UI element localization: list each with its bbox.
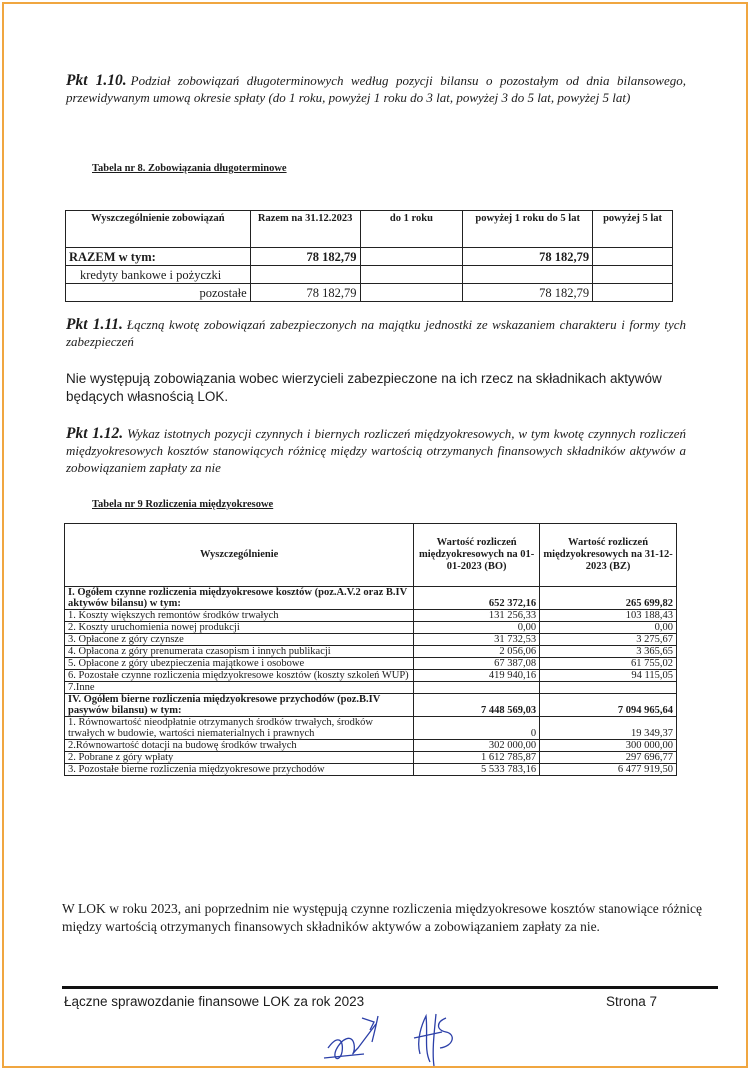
section-label: Pkt 1.12. — [66, 425, 124, 442]
table-row — [65, 610, 677, 622]
row-label: I. Ogółem czynne rozliczenia międzyokresowe kosztów (poz.A.V.2 oraz B.IV aktywów bilansu) w tym: — [65, 587, 414, 610]
table-row — [65, 740, 677, 752]
table-row — [65, 764, 677, 776]
column-header: Wartość rozliczeń międzyokresowych na 01-01-2023 (BO) — [414, 524, 540, 587]
table-row — [65, 587, 677, 610]
cell-value-bz: 300 000,00 — [540, 740, 677, 752]
cell-value-bo: 0,00 — [414, 622, 540, 634]
footer-divider — [62, 986, 718, 989]
signature-left — [324, 1016, 378, 1059]
cell-value — [593, 266, 673, 284]
section-1-10 — [66, 72, 686, 106]
cell-value-bz: 103 188,43 — [540, 610, 677, 622]
cell-value — [593, 248, 673, 266]
row-label: 1. Równowartość nieodpłatnie otrzymanych środków trwałych, środków trwałych w budowie, wartości niematerialnych i prawnych — [65, 717, 414, 740]
cell-value-bo: 2 056,06 — [414, 646, 540, 658]
table-row — [65, 622, 677, 634]
cell-value-bo: 1 612 785,87 — [414, 752, 540, 764]
column-header: powyżej 1 roku do 5 lat — [463, 211, 593, 248]
table-row — [65, 634, 677, 646]
row-label: 4. Opłacona z góry prenumerata czasopism i innych publikacji — [65, 646, 414, 658]
row-label: 7.Inne — [65, 682, 414, 694]
cell-value-bz: 7 094 965,64 — [540, 694, 677, 717]
cell-value-bz: 6 477 919,50 — [540, 764, 677, 776]
cell-value-bz: 3 275,67 — [540, 634, 677, 646]
table-header-row — [65, 524, 677, 587]
table-row — [65, 658, 677, 670]
section-1-11 — [66, 316, 686, 350]
cell-value: 78 182,79 — [250, 248, 360, 266]
row-label: pozostałe — [66, 284, 251, 302]
cell-value — [593, 284, 673, 302]
section-text: Wykaz istotnych pozycji czynnych i biernych rozliczeń międzyokresowych, w tym kwotę czynnych rozliczeń międzyokresowych kosztów stanowiących różnicę między wartością otrzymanych finansowych składników aktywów a zobowiązaniem zapłaty za nie — [66, 426, 686, 475]
cell-value: 78 182,79 — [463, 248, 593, 266]
section-1-12 — [66, 425, 686, 476]
column-header: Wyszczególnienie zobowiązań — [66, 211, 251, 248]
cell-value-bz: 3 365,65 — [540, 646, 677, 658]
table-long-term-liabilities — [65, 210, 673, 302]
cell-value-bo: 131 256,33 — [414, 610, 540, 622]
column-header: Wartość rozliczeń międzyokresowych na 31-12-2023 (BZ) — [540, 524, 677, 587]
cell-value-bo: 0 — [414, 717, 540, 740]
row-label: IV. Ogółem bierne rozliczenia międzyokresowe przychodów (poz.B.IV pasywów bilansu) w tym: — [65, 694, 414, 717]
row-label: 6. Pozostałe czynne rozliczenia międzyokresowe kosztów (koszty szkoleń WUP) — [65, 670, 414, 682]
table-row — [65, 670, 677, 682]
row-label: 5. Opłacone z góry ubezpieczenia majątkowe i osobowe — [65, 658, 414, 670]
row-label: kredyty bankowe i pożyczki — [66, 266, 251, 284]
table8-caption: Tabela nr 8. Zobowiązania długoterminowe — [92, 163, 287, 174]
section-text: Podział zobowiązań długoterminowych według pozycji bilansu o pozostałym od dnia bilansowego, przewidywanym umową okresie spłaty (do 1 roku, powyżej 1 roku do 3 lat, powyżej 3 do 5 lat, powyżej 5 lat) — [66, 73, 686, 105]
table-row — [65, 752, 677, 764]
cell-value-bz: 61 755,02 — [540, 658, 677, 670]
column-header: Wyszczególnienie — [65, 524, 414, 587]
cell-value-bo: 652 372,16 — [414, 587, 540, 610]
row-label: RAZEM w tym: — [66, 248, 251, 266]
cell-value-bz: 0,00 — [540, 622, 677, 634]
cell-value-bz: 19 349,37 — [540, 717, 677, 740]
table-body — [65, 587, 677, 776]
page-number: Strona 7 — [606, 994, 658, 1009]
cell-value — [463, 266, 593, 284]
cell-value-bo: 419 940,16 — [414, 670, 540, 682]
cell-value-bo: 67 387,08 — [414, 658, 540, 670]
section-text: Łączną kwotę zobowiązań zabezpieczonych na majątku jednostki ze wskazaniem charakteru i formy tych zabezpieczeń — [66, 317, 687, 349]
signature-right — [414, 1014, 452, 1066]
row-label: 2.Równowartość dotacji na budowę środków trwałych — [65, 740, 414, 752]
cell-value-bo: 302 000,00 — [414, 740, 540, 752]
cell-value-bo: 7 448 569,03 — [414, 694, 540, 717]
signatures — [318, 1004, 478, 1068]
row-label: 2. Pobrane z góry wpłaty — [65, 752, 414, 764]
row-label: 3. Opłacone z góry czynsze — [65, 634, 414, 646]
section-label: Pkt 1.10. — [66, 72, 127, 89]
cell-value — [360, 266, 463, 284]
table9-caption: Tabela nr 9 Rozliczenia międzyokresowe — [92, 499, 274, 510]
cell-value-bo: 31 732,53 — [414, 634, 540, 646]
table-row — [66, 266, 673, 284]
cell-value: 78 182,79 — [463, 284, 593, 302]
footer-title: Łączne sprawozdanie finansowe LOK za rok 2023 — [64, 994, 365, 1009]
column-header: Razem na 31.12.2023 — [250, 211, 360, 248]
section-label: Pkt 1.11. — [66, 316, 123, 333]
cell-value-bo — [414, 682, 540, 694]
section-1-11-body: Nie występują zobowiązania wobec wierzycieli zabezpieczone na ich rzecz na składnikach aktywów będących własnością LOK. — [66, 371, 662, 404]
cell-value — [250, 266, 360, 284]
row-label: 3. Pozostałe bierne rozliczenia międzyokresowe przychodów — [65, 764, 414, 776]
cell-value-bo: 5 533 783,16 — [414, 764, 540, 776]
cell-value — [360, 248, 463, 266]
column-header: do 1 roku — [360, 211, 463, 248]
table-row — [66, 284, 673, 302]
cell-value-bz: 94 115,05 — [540, 670, 677, 682]
cell-value-bz: 297 696,77 — [540, 752, 677, 764]
row-label: 1. Koszty większych remontów środków trwałych — [65, 610, 414, 622]
cell-value — [360, 284, 463, 302]
table-row — [66, 248, 673, 266]
table-row — [65, 682, 677, 694]
row-label: 2. Koszty uruchomienia nowej produkcji — [65, 622, 414, 634]
closing-paragraph: W LOK w roku 2023, ani poprzednim nie występują czynne rozliczenia międzyokresowe kosztów stanowiące różnicę między wartością otrzymanych finansowych składników aktywów a zobowiązaniem zapłaty za nie. — [62, 901, 702, 934]
cell-value: 78 182,79 — [250, 284, 360, 302]
table-accruals — [64, 523, 677, 776]
table-row — [65, 694, 677, 717]
table-header-row — [66, 211, 673, 248]
table-row — [65, 646, 677, 658]
cell-value-bz: 265 699,82 — [540, 587, 677, 610]
cell-value-bz — [540, 682, 677, 694]
table-row — [65, 717, 677, 740]
column-header: powyżej 5 lat — [593, 211, 673, 248]
